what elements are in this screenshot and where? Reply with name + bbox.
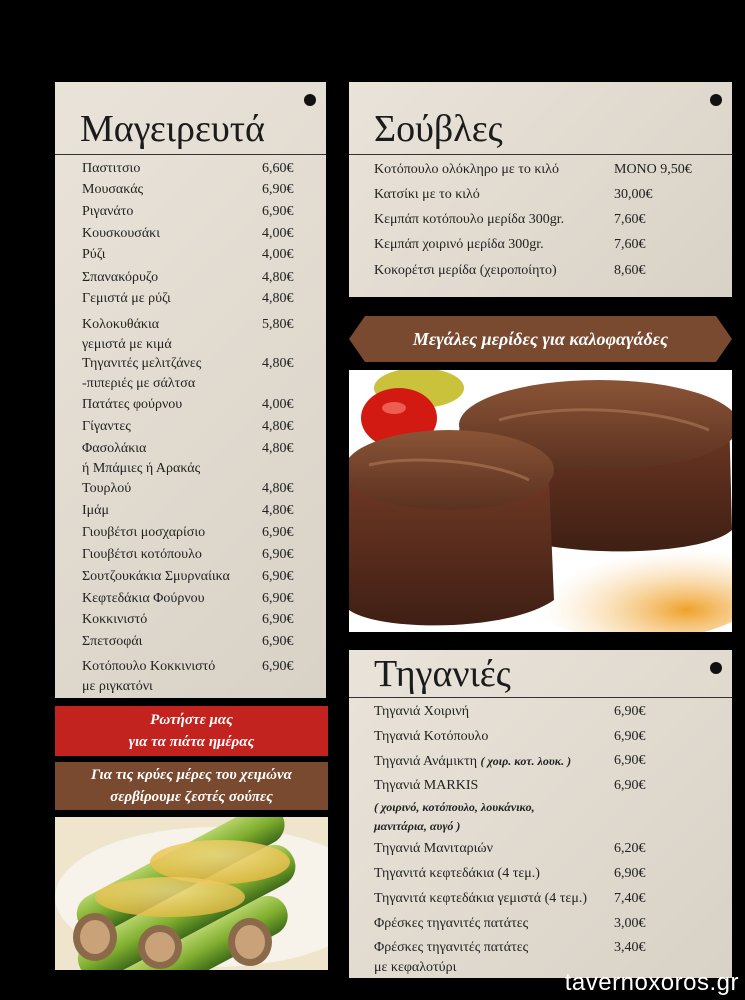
menu-item: Φασολάκια ή Μπάμιες ή Αρακάς 4,80€	[82, 441, 294, 476]
pin-icon	[710, 94, 722, 106]
daily-dishes-banner	[55, 706, 328, 756]
title-divider	[349, 697, 732, 698]
banner-text: Μεγάλες μερίδες για καλοφαγάδες	[412, 329, 669, 349]
tiganies-title: Τηγανιές	[374, 653, 511, 695]
large-portions-banner	[349, 316, 732, 362]
pin-icon	[304, 94, 316, 106]
steak-photo	[349, 370, 732, 632]
menu-item: Κολοκυθάκια γεμιστά με κιμά 5,80€	[82, 317, 294, 352]
menu-item: Τηγανιά MARKIS ( χοιρινό, κοτόπουλο, λουκάνικο, μανιτάρια, αυγό ) 6,90€	[374, 778, 646, 833]
banner-line: Για τις κρύες μέρες του χειμώνα	[91, 767, 292, 783]
souvles-panel: Σούβλες Κοτόπουλο ολόκληρο με το κιλό ΜΟΝΟ 9,50€ Κατσίκι με το κιλό 30,00€ Κεμπάπ κοτόπουλο μερίδα 300gr. 7,60€ Κεμπάπ χοιρινό μερίδα 300gr. 7,60€ Κοκορέτσι μερίδα (χειροποίητο) 8,60€	[349, 82, 732, 297]
banner-line: σερβίρουμε ζεστές σούπες	[110, 789, 273, 805]
souvles-title: Σούβλες	[374, 108, 503, 150]
menu-item: Κοτόπουλο Κοκκινιστό με ριγκατόνι 6,90€	[82, 659, 294, 694]
mageirefta-title: Μαγειρευτά	[80, 108, 265, 150]
title-divider	[55, 154, 326, 155]
pin-icon	[710, 662, 722, 674]
title-divider	[349, 154, 732, 155]
steak-image	[349, 370, 732, 632]
tiganies-panel: Τηγανιές Τηγανιά Χοιρινή 6,90€ Τηγανιά Κοτόπουλο 6,90€ Τηγανιά Ανάμικτη ( χοιρ. κοτ. λουκ. ) 6,90€ Τηγανιά MARKIS ( χοιρινό, κοτόπουλο, λουκάνικο, μανιτάρια, αυγό ) 6,90€ Τηγανιά Μανιταριών 6,20€ Τηγανιτά κεφτεδάκια (4 τεμ.) 6,90€ Τηγανιτά κεφτεδάκια γεμιστά (4 τεμ.) 7,40€ Φρέσκες τηγανιτές πατάτες 3,00€ Φρέσκες τηγανιτές πατάτες με κεφαλοτύρι 3,40€	[349, 650, 732, 978]
banner-line: Ρωτήστε μας	[150, 712, 233, 728]
stuffed-zucchini-photo	[55, 817, 328, 970]
mageirefta-panel: Μαγειρευτά Παστιτσιο 6,60€ Μουσακάς 6,90€ Ριγανάτο 6,90€ Κουσκουσάκι 4,00€ Ρύζι 4,00€ Σπανακόρυζο 4,80€ Γεμιστά με ρύζι 4,80€ Κολοκυθάκια γεμιστά με κιμά 5,80€ Τηγανιτές μελιτζάνες -πιπεριές με σάλτσα 4,80€ Πατάτες φούρνου 4,00€ Γίγαντες 4,80€ Φασολάκια ή Μπάμιες ή Αρακάς 4,80€ Τουρλού 4,80€ Ιμάμ 4,80€ Γιουβέτσι μοσχαρίσιο 6,90€ Γιουβέτσι κοτόπουλο 6,90€ Σουτζουκάκια Σμυρναίικα 6,90€ Κεφτεδάκια Φούρνου 6,90€ Κοκκινιστό 6,90€ Σπετσοφάι 6,90€ Κοτόπουλο Κοκκινιστό με ριγκατόνι 6,90€	[55, 82, 326, 698]
banner-line: για τα πιάτα ημέρας	[128, 734, 255, 750]
soup-banner	[55, 762, 328, 810]
stuffed-zucchini-image	[55, 817, 328, 970]
site-watermark: tavernoxoros.gr	[564, 969, 739, 996]
menu-item: Τηγανιτές μελιτζάνες -πιπεριές με σάλτσα 4,80€	[82, 356, 294, 391]
menu-item: Φρέσκες τηγανιτές πατάτες με κεφαλοτύρι 3,40€	[374, 940, 646, 975]
